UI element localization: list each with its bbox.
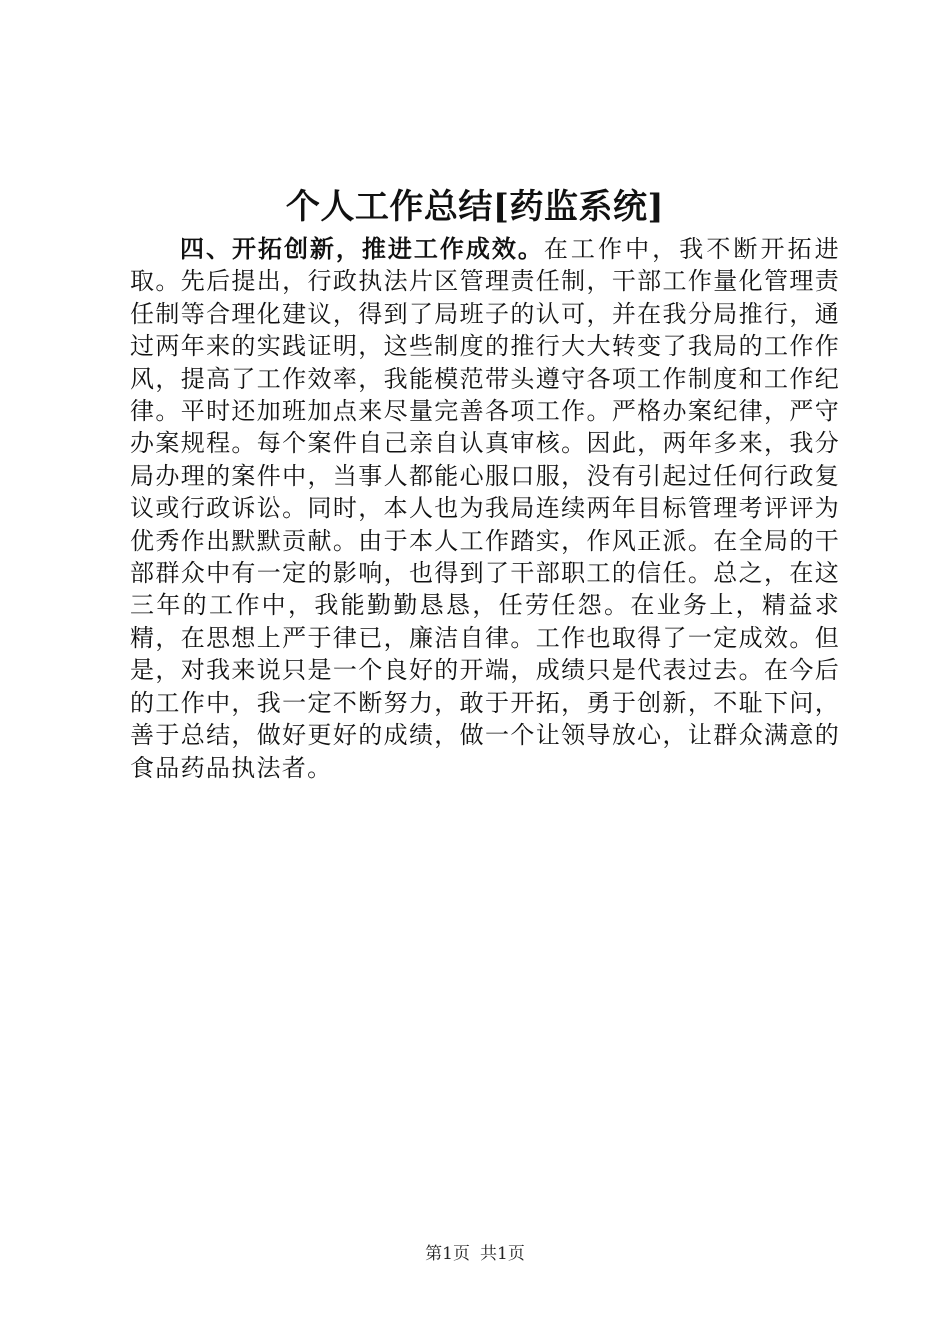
section-heading: 四、开拓创新，推进工作成效。 <box>180 235 544 263</box>
page-footer <box>0 1242 950 1266</box>
paragraph-text: 在工作中，我不断开拓进取。先后提出，行政执法片区管理责任制，干部工作量化管理责任制等合理化建议，得到了局班子的认可，并在我分局推行，通过两年来的实践证明，这些制度的推行大大转变了我局的工作作风，提高了工作效率，我能模范带头遵守各项工作制度和工作纪律。平时还加班加点来尽量完善各项工作。严格办案纪律，严守办案规程。每个案件自己亲自认真审核。因此，两年多来，我分局办理的案件中，当事人都能心服口服，没有引起过任何行政复议或行政诉讼。同时，本人也为我局连续两年目标管理考评评为优秀作出默默贡献。由于本人工作踏实，作风正派。在全局的干部群众中有一定的影响，也得到了干部职工的信任。总之，在这三年的工作中，我能勤勤恳恳，任劳任怨。在业务上，精益求精，在思想上严于律已，廉洁自律。工作也取得了一定成效。但是，对我来说只是一个良好的开端，成绩只是代表过去。在今后的工作中，我一定不断努力，敢于开拓，勇于创新，不耻下问，善于总结，做好更好的成绩，做一个让领导放心，让群众满意的食品药品执法者。 <box>130 235 840 782</box>
page-number: 第1页 <box>425 1244 470 1264</box>
page-total: 共1页 <box>480 1244 525 1264</box>
document-title: 个人工作总结[药监系统] <box>285 187 665 227</box>
body-paragraph <box>130 233 840 784</box>
